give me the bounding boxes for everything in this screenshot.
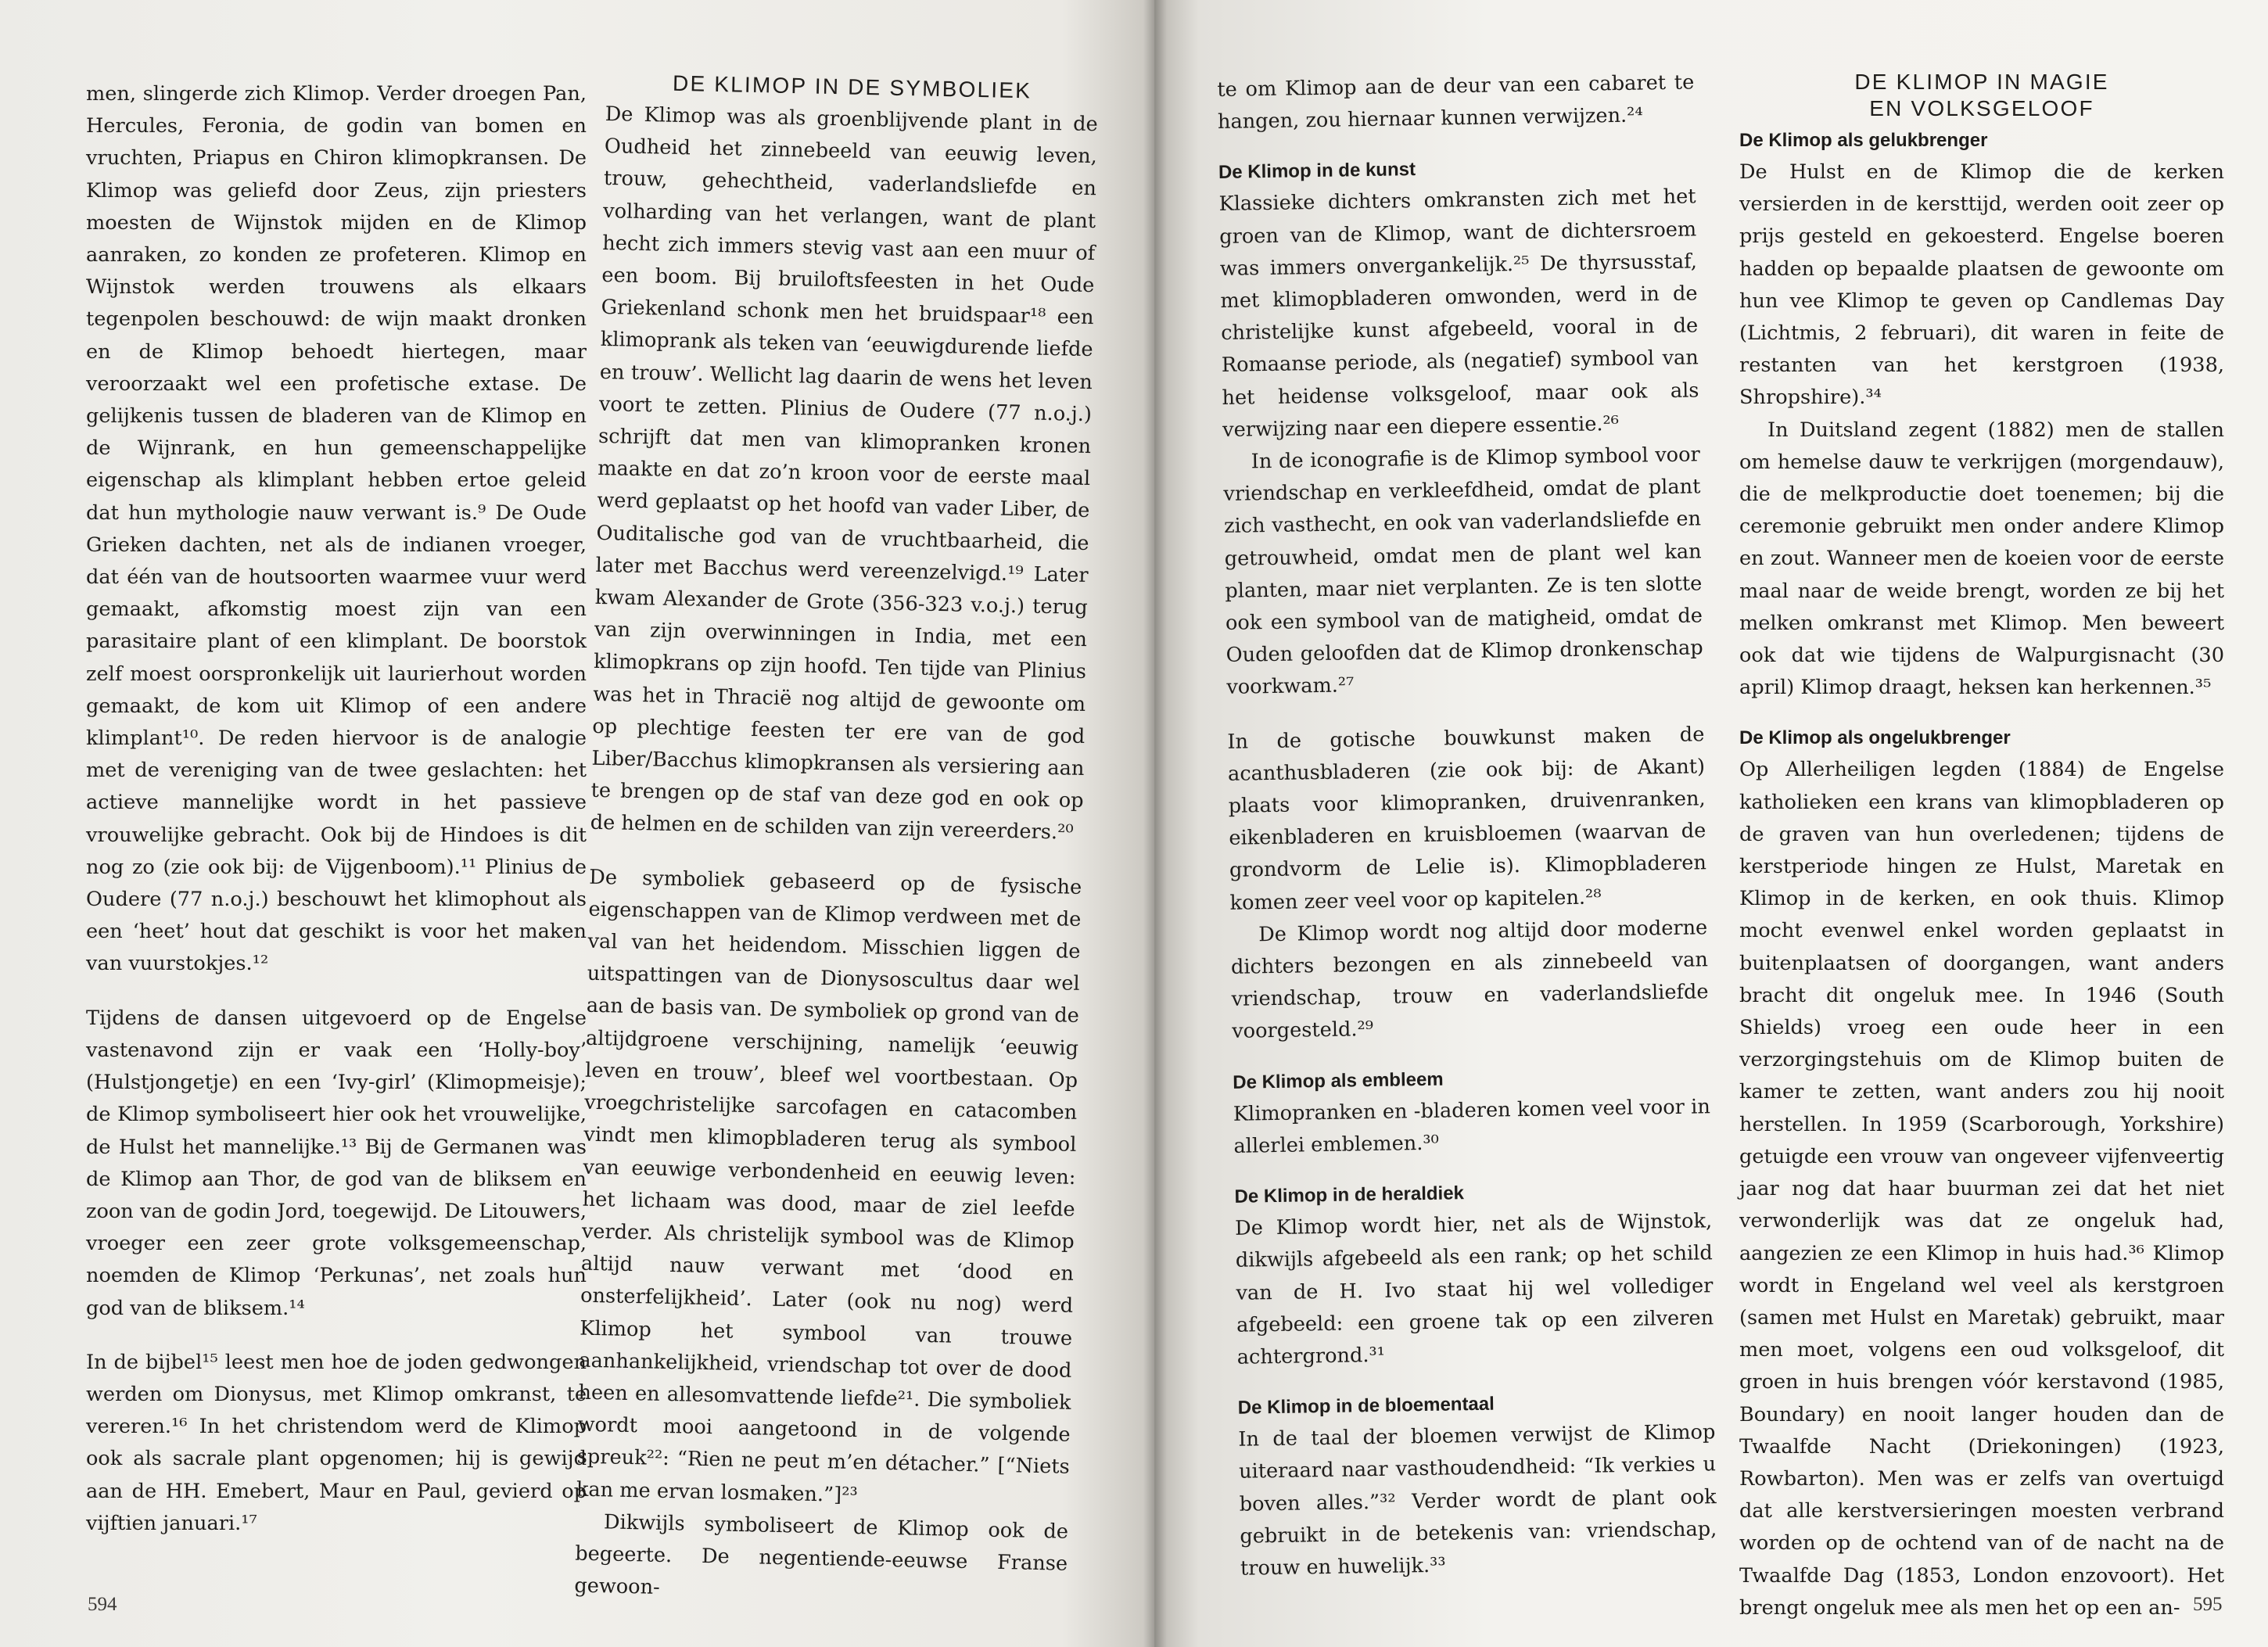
- paragraph: De Klimop was als groenblijvende plant in de Oudheid het zinnebeeld van eeuwig leven, trouw, gehechtheid, vaderlandsliefde en volharding van het verlangen, want de plant hecht zich immers stevig vast aan een muur of een boom. Bij bruiloftsfeesten in het Oude Griekenland schonk men het bruidspaar¹⁸ een klimoprank als teken van ‘eeuwigdurende liefde en trouw’. Wellicht lag daarin de wens het leven voort te zetten. Plinius de Oudere (77 n.o.j.) schrijft dat men van klimopranken kronen maakte en dat zo’n kroon voor de eerste maal werd geplaatst op het hoofd van vader Liber, de Ouditalische god van de vruchtbaarheid, die later met Bacchus werd vereenzelvigd.¹⁹ Later kwam Alexander de Grote (356-323 v.o.j.) terug van zijn overwinningen in India, met een klimopkrans op zijn hoofd. Ten tijde van Plinius was het in Thracië nog altijd de gewoonte om op plechtige feesten ter ere van de god Liber/Bacchus klimopkransen als versiering aan te brengen op de staf van deze god en ook op de helmen en de schilden van zijn vereerders.²⁰: [590, 102, 1098, 845]
- subheading-heraldiek: De Klimop in de heraldiek: [1234, 1182, 1465, 1207]
- page-number-left: 594: [88, 1594, 117, 1615]
- subheading-bloementaal: De Klimop in de bloementaal: [1237, 1393, 1495, 1419]
- paragraph: De Klimop wordt hier, net als de Wijnstok, dikwijls afgebeeld als een rank; op het schild van de H. Ivo staat hij wel vollediger afgebeeld: een groene tak op een zilveren achtergrond.³¹: [1234, 1209, 1714, 1369]
- paragraph: De symboliek gebaseerd op de fysische eigenschappen van de Klimop verdween met de val van het heidendom. Misschien liggen de uitspattingen van de Dionysoscultus daar wel aan de basis van. De symboliek op grond van de altijdgroene verschijning, namelijk ‘eeuwig leven en trouw’, bleef wel voortbestaan. Op vroegchristelijke sarcofagen en catacomben vindt men klimopbladeren terug als symbool van eeuwige verbondenheid en eeuwig leven: het lichaam was dood, maar de ziel leefde verder. Als christelijk symbool was de Klimop altijd nauw verwant met ‘dood en onsterfelijkheid’. Later (ook nu nog) werd Klimop het symbool van trouwe aanhankelijkheid, vriendschap tot over de dood heen en allesomvattende liefde²¹. Die symboliek wordt mooi aangetoond in de volgende spreuk²²: “Rien ne peut m’en détacher.” [“Niets kan me ervan losmaken.”]²³: [576, 865, 1082, 1507]
- paragraph: De Klimop wordt nog altijd door moderne dichters bezongen en als zinnebeeld van vriendschap, trouw en vaderlandsliefde voorgesteld.²⁹: [1230, 916, 1709, 1044]
- paragraph: In de gotische bouwkunst maken de acanthusbladeren (zie ook bij: de Akant) plaats voor klimopranken, druivenranken, eikenbladeren en kruisbloemen (waarvan de grondvorm de Lelie is). Klimopbladeren komen zeer veel voor op kapitelen.²⁸: [1227, 722, 1707, 915]
- right-page-column-2: [1739, 69, 2224, 1624]
- subheading-kunst: De Klimop in de kunst: [1218, 159, 1416, 184]
- paragraph: De Hulst en de Klimop die de kerken versierden in de kersttijd, werden ooit zeer op prijs gesteld en gekoesterd. Engelse boeren hadden op bepaalde plaatsen de gewoonte om hun vee Klimop te geven op Candlemas Day (Lichtmis, 2 februari), dit waren in feite de restanten van het kerstgroen (1938, Shropshire).³⁴: [1739, 160, 2224, 410]
- paragraph: Op Allerheiligen legden (1884) de Engelse katholieken een krans van klimopbladeren op de graven van hun overledenen; tijdens de kerstperiode hingen ze Hulst, Maretak en Klimop in de kerken, en ook thuis. Klimop mocht evenwel enkel worden geplaatst in buitenplaatsen of doorgangen, want anders bracht dit ongeluk mee. In 1946 (South Shields) vroeg een oude heer in een verzorgingstehuis om de Klimop buiten de kamer te zetten, want anders zou hij nooit herstellen. In 1959 (Scarborough, Yorkshire) getuigde een vrouw van ongeveer vijfenveertig jaar nog dat haar buurman zei dat het niet verwonderlijk was dat ze ongeluk had, aangezien ze een Klimop in huis had.³⁶ Klimop wordt in Engeland wel veel als kerstgroen (samen met Hulst en Maretak) gebruikt, maar men moet, volgens een oud volksgeloof, dit groen in huis brengen vóór kerstavond (1985, Boundary) en nooit langer houden dan de Twaalfde Nacht (Driekoningen) (1923, Rowbarton). Men was er zelfs van overtuigd dat alle kerstversieringen moesten verbrand worden op de ochtend van of de nacht na de Twaalfde Dag (1853, London enzovoort). Het brengt ongeluk mee als men het op een an-: [1739, 758, 2224, 1620]
- paragraph: In de iconografie is de Klimop symbool voor vriendschap en verkleefdheid, omdat de plant zich vasthecht, en ook van vaderlandsliefde en getrouwheid, omdat men de plant wel kan planten, maar niet verplanten. Ze is ten slotte ook een symbool van de matigheid, omdat de Ouden geloofden dat de Klimop dronkenschap voorkwam.²⁷: [1223, 443, 1703, 700]
- right-page-column-1: [1217, 66, 1717, 1584]
- paragraph: Tijdens de dansen uitgevoerd op de Engelse vastenavond zijn er vaak een ‘Holly-boy’ (Hulstjongetje) en een ‘Ivy-girl’ (Klimopmeisje); de Klimop symboliseert hier ook het vrouwelijke, de Hulst het mannelijke.¹³ Bij de Germanen was de Klimop aan Thor, de god van de bliksem en zoon van de godin Jord, toegewijd. De Litouwers, vroeger een zeer grote volksgemeenschap, noemden de Klimop ‘Perkunas’, net zoals hun god van de bliksem.¹⁴: [86, 1006, 587, 1320]
- section-heading-line-1: DE KLIMOP IN MAGIE: [1854, 70, 2109, 94]
- left-page-column-2: [574, 69, 1099, 1613]
- book-gutter-shadow: [1143, 0, 1167, 1647]
- paragraph: Dikwijls symboliseert de Klimop ook de begeerte. De negentiende-eeuwse Franse gewoon-: [574, 1510, 1069, 1600]
- paragraph: In de bijbel¹⁵ leest men hoe de joden gedwongen werden om Dionysus, met Klimop omkranst, te vereren.¹⁶ In het christendom werd de Klimop ook als sacrale plant opgenomen; hij is gewijd aan de HH. Emebert, Maur en Paul, gevierd op vijftien januari.¹⁷: [86, 1350, 587, 1535]
- subheading-gelukbrenger: De Klimop als gelukbrenger: [1739, 130, 1988, 151]
- paragraph: In Duitsland zegent (1882) men de stallen om hemelse dauw te verkrijgen (morgendauw), die de melkproductie doet toenemen; bij die ceremonie gebruikt men onder andere Klimop en zout. Wanneer men de koeien voor de eerste maal naar de weide brengt, worden ze bij het melken omkranst met Klimop. Men beweert ook dat wie tijdens de Walpurgisnacht (30 april) Klimop draagt, heksen kan herkennen.³⁵: [1739, 418, 2224, 700]
- paragraph: te om Klimop aan de deur van een cabaret te hangen, zou hiernaar kunnen verwijzen.²⁴: [1217, 70, 1695, 135]
- section-heading-line-2: EN VOLKSGELOOF: [1869, 96, 2094, 120]
- subheading-ongelukbrenger: De Klimop als ongelukbrenger: [1739, 727, 2011, 749]
- paragraph: Klassieke dichters omkransten zich met het groen van de Klimop, want de dichtersroem was immers onvergankelijk.²⁵ De thyrsusstaf, met klimopbladeren omwonden, werd in de christelijke kunst afgebeeld, vooral in de Romaanse periode, als (negatief) symbool van het heidense volksgeloof, maar ook als verwijzing naar een diepere essentie.²⁶: [1218, 185, 1699, 442]
- paragraph: Klimopranken en -bladeren komen veel voor in allerlei emblemen.³⁰: [1233, 1094, 1711, 1158]
- paragraph: In de taal der bloemen verwijst de Klimop uiteraard naar vasthoudendheid: “Ik verkies u boven alles.”³² Verder wordt de plant ook gebruikt in de betekenis van: vriendschap, trouw en huwelijk.³³: [1238, 1420, 1717, 1581]
- paragraph: men, slingerde zich Klimop. Verder droegen Pan, Hercules, Feronia, de godin van bomen en vruchten, Priapus en Chiron klimopkransen. De Klimop was geliefd door Zeus, zijn priesters moesten de Wijnstok mijden en de Klimop aanraken, zo konden ze profeteren. Klimop en Wijnstok werden trouwens als elkaars tegenpolen beschouwd: de wijn maakt dronken en de Klimop behoedt hiertegen, maar veroorzaakt wel een profetische extase. De gelijkenis tussen de bladeren van de Klimop en de Wijnrank, en hun gemeenschappelijke eigenschap als klimplant hebben ertoe geleid dat hun mythologie nauw verwant is.⁹ De Oude Grieken dachten, net als de indianen vroeger, dat één van de houtsoorten waarmee vuur werd gemaakt, afkomstig moest zijn van een parasitaire plant of een klimplant. De boorstok zelf moest oorspronkelijk uit laurierhout worden gemaakt, de kom uit Klimop of een andere klimplant¹⁰. De reden hiervoor is de analogie met de vereniging van de twee geslachten: het actieve mannelijke wordt in het passieve vrouwelijke gebracht. Ook bij de Hindoes is dit nog zo (zie ook bij: de Vijgenboom).¹¹ Plinius de Oudere (77 n.o.j.) beschouwt het klimophout als een ‘heet’ hout dat geschikt is voor het maken van vuurstokjes.¹²: [86, 82, 587, 976]
- subheading-embleem: De Klimop als embleem: [1233, 1068, 1444, 1093]
- left-page-column-1: [86, 78, 587, 1540]
- page-number-right: 595: [2193, 1594, 2223, 1615]
- section-heading-magie: [1739, 69, 2224, 122]
- section-heading-symboliek: DE KLIMOP IN DE SYMBOLIEK: [672, 70, 1032, 103]
- right-page: [1154, 0, 2268, 1647]
